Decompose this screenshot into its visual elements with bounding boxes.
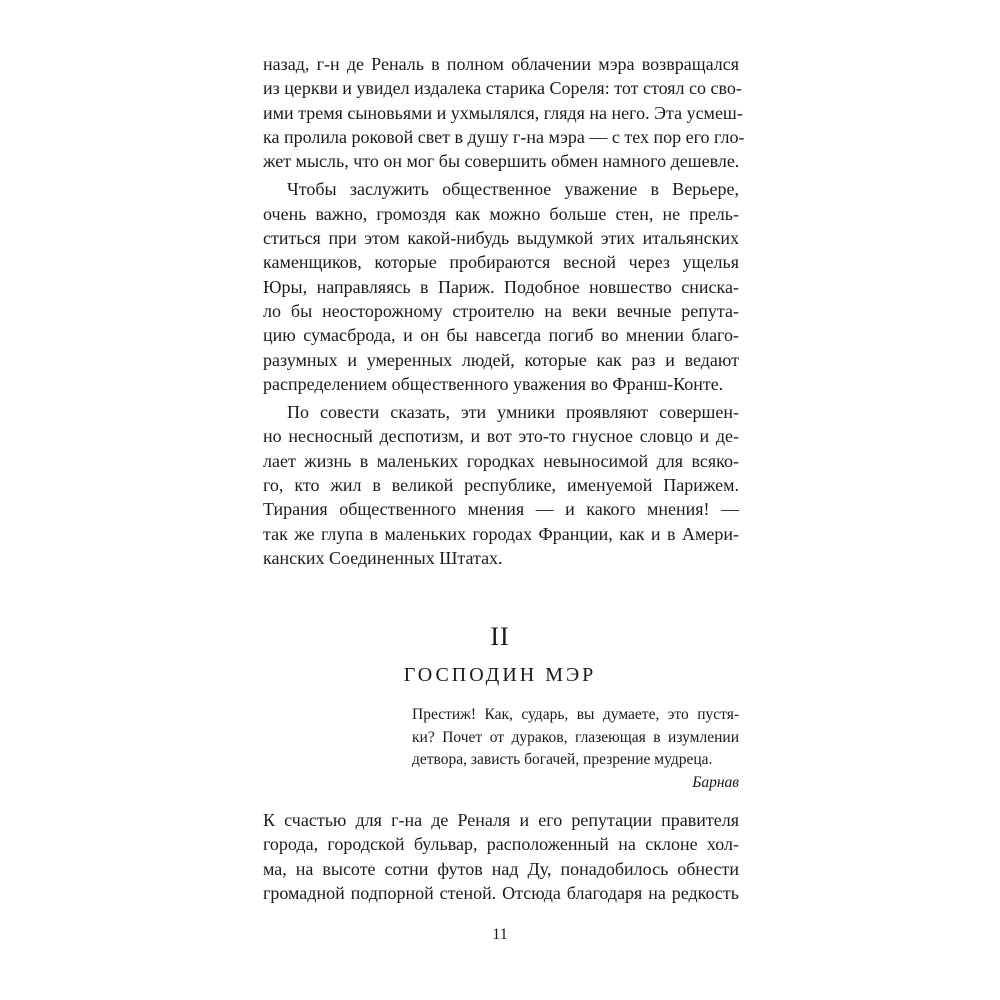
text-line: разумных и умеренных людей, которые как раз и ведают bbox=[263, 349, 739, 370]
text-line: так же глупа в маленьких городах Франции, как и в Амери- bbox=[263, 523, 739, 544]
chapter-number: II bbox=[490, 622, 510, 651]
epigraph bbox=[412, 704, 739, 772]
paragraph-2 bbox=[263, 177, 739, 396]
text-line: каменщиков, которые пробираются весной через ущелья bbox=[263, 252, 739, 273]
text-line: го, кто жил в великой республике, именуемой Парижем. bbox=[263, 475, 739, 496]
text-line: канских Соединенных Штатах. bbox=[263, 547, 503, 568]
text-line: К счастью для г-на де Реналя и его репутации правителя bbox=[263, 810, 739, 830]
continued-text bbox=[263, 52, 745, 570]
text-line: из церкви и увидел издалека старика Сореля: тот стоял со сво- bbox=[263, 78, 742, 99]
text-line: По совести сказать, эти умники проявляют совершен- bbox=[287, 402, 739, 423]
text-line: громадной подпорной стеной. Отсюда благодаря на редкость bbox=[263, 882, 739, 903]
paragraph-1 bbox=[263, 52, 745, 173]
paragraph-3 bbox=[263, 400, 739, 570]
text-line: распределением общественного уважения во Франш-Конте. bbox=[263, 373, 724, 394]
chapter-body bbox=[263, 808, 739, 905]
text-line: лает жизнь в маленьких городках невыносимой для всяко- bbox=[263, 450, 739, 471]
chapter-paragraph bbox=[263, 808, 739, 905]
text-line: ка пролила роковой свет в душу г-на мэра — с тех пор его гло- bbox=[263, 126, 745, 147]
text-line: Чтобы заслужить общественное уважение в Верьере, bbox=[287, 179, 739, 200]
text-line: Юры, направляясь в Париж. Подобное новшество сниска- bbox=[263, 276, 739, 297]
text-line: ма, на высоте сотни футов над Ду, понадобилось обнести bbox=[263, 858, 739, 879]
text-line: но несносный деспотизм, и вот это-то гнусное словцо и де- bbox=[263, 426, 739, 447]
text-line: ими тремя сыновьями и ухмылялся, глядя на него. Эта усмеш- bbox=[263, 102, 743, 123]
epigraph-line: ки? Почет от дураков, глазеющая в изумлении bbox=[412, 728, 739, 746]
text-line: ло бы неосторожному строителю на веки вечные репута- bbox=[263, 300, 739, 321]
text-line: Тирания общественного мнения — и какого мнения! — bbox=[263, 499, 739, 520]
epigraph-line: детвора, зависть богачей, презрение мудреца. bbox=[412, 751, 713, 768]
epigraph-line: Престиж! Как, сударь, вы думаете, это пустя- bbox=[412, 706, 739, 723]
chapter-title: ГОСПОДИН МЭР bbox=[403, 664, 597, 686]
text-line: города, городской бульвар, расположенный на склоне хол- bbox=[263, 834, 739, 855]
text-line: жет мысль, что он мог бы совершить обмен намного дешевле. bbox=[263, 151, 740, 172]
epigraph-author: Барнав bbox=[692, 774, 739, 791]
text-line: назад, г-н де Реналь в полном облачении мэра возвращался bbox=[263, 54, 739, 74]
text-line: ститься при этом какой-нибудь выдумкой этих итальянских bbox=[263, 228, 739, 249]
text-line: очень важно, громоздя как можно больше стен, не прель- bbox=[263, 203, 739, 224]
page-number: 11 bbox=[492, 926, 508, 943]
text-line: цию сумасброда, и он бы навсегда погиб во мнении благо- bbox=[263, 325, 739, 346]
